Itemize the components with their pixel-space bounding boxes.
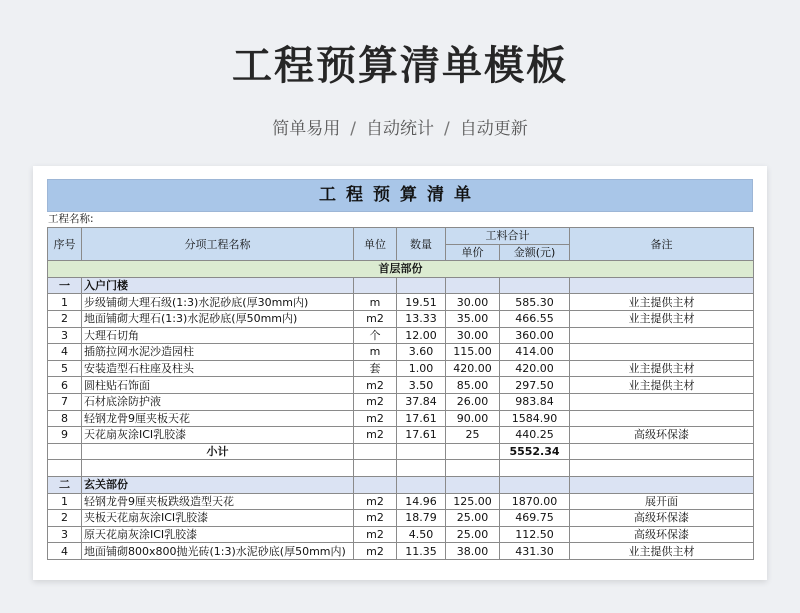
empty-cell — [570, 460, 754, 477]
table-row — [48, 427, 754, 444]
table-row — [48, 543, 754, 560]
row-index: 6 — [48, 377, 82, 394]
row-unit-price: 30.00 — [446, 294, 500, 311]
row-unit-price: 38.00 — [446, 543, 500, 560]
row-amount: 360.00 — [500, 327, 570, 344]
empty-cell — [446, 476, 500, 493]
empty-cell — [397, 476, 446, 493]
row-item-name: 石材底涂防护液 — [82, 393, 354, 410]
section-title: 首层部份 — [48, 261, 754, 278]
table-row — [48, 310, 754, 327]
row-amount: 983.84 — [500, 393, 570, 410]
row-note: 业主提供主材 — [570, 310, 754, 327]
row-note — [570, 327, 754, 344]
row-item-name: 插筋拉网水泥沙造园柱 — [82, 344, 354, 361]
empty-cell — [500, 476, 570, 493]
row-quantity: 37.84 — [397, 393, 446, 410]
section-row — [48, 261, 754, 278]
row-index: 7 — [48, 393, 82, 410]
header-cost-group: 工料合计 — [446, 228, 570, 245]
header-note: 备注 — [570, 228, 754, 261]
row-note: 展开面 — [570, 493, 754, 510]
row-index: 5 — [48, 360, 82, 377]
row-note: 业主提供主材 — [570, 294, 754, 311]
row-unit-price: 25.00 — [446, 526, 500, 543]
row-unit: m2 — [354, 310, 397, 327]
row-item-name: 大理石切角 — [82, 327, 354, 344]
spreadsheet-preview-card — [33, 166, 767, 580]
group-name: 玄关部份 — [82, 476, 354, 493]
row-amount: 1870.00 — [500, 493, 570, 510]
row-unit: m2 — [354, 377, 397, 394]
row-amount: 469.75 — [500, 510, 570, 527]
row-item-name: 地面铺砌大理石(1:3)水泥砂底(厚50mm内) — [82, 310, 354, 327]
empty-cell — [446, 443, 500, 460]
row-note: 高级环保漆 — [570, 427, 754, 444]
row-unit-price: 115.00 — [446, 344, 500, 361]
row-unit-price: 30.00 — [446, 327, 500, 344]
row-amount: 1584.90 — [500, 410, 570, 427]
row-unit: 套 — [354, 360, 397, 377]
row-unit-price: 25.00 — [446, 510, 500, 527]
row-note: 高级环保漆 — [570, 526, 754, 543]
group-name: 入户门楼 — [82, 277, 354, 294]
row-index: 1 — [48, 493, 82, 510]
row-index: 2 — [48, 510, 82, 527]
table-row — [48, 526, 754, 543]
table-row — [48, 294, 754, 311]
row-unit-price: 125.00 — [446, 493, 500, 510]
row-note: 业主提供主材 — [570, 543, 754, 560]
row-index: 4 — [48, 543, 82, 560]
project-name-label: 工程名称: — [48, 213, 94, 225]
empty-cell — [354, 443, 397, 460]
row-amount: 112.50 — [500, 526, 570, 543]
subtitle-item: 简单易用 — [272, 119, 341, 139]
row-unit-price: 85.00 — [446, 377, 500, 394]
row-index: 4 — [48, 344, 82, 361]
row-unit: m2 — [354, 526, 397, 543]
subtotal-amount: 5552.34 — [500, 443, 570, 460]
table-row — [48, 493, 754, 510]
table-row — [48, 410, 754, 427]
row-amount: 414.00 — [500, 344, 570, 361]
subtotal-row — [48, 443, 754, 460]
empty-cell — [397, 277, 446, 294]
row-index: 9 — [48, 427, 82, 444]
row-quantity: 4.50 — [397, 526, 446, 543]
row-index: 8 — [48, 410, 82, 427]
row-note — [570, 393, 754, 410]
row-item-name: 原天花扇灰涂ICI乳胶漆 — [82, 526, 354, 543]
budget-table — [47, 227, 754, 560]
row-unit-price: 90.00 — [446, 410, 500, 427]
row-unit: m2 — [354, 543, 397, 560]
table-row — [48, 327, 754, 344]
table-row — [48, 344, 754, 361]
row-amount: 297.50 — [500, 377, 570, 394]
empty-cell — [48, 460, 82, 477]
row-unit: m2 — [354, 493, 397, 510]
group-header-row — [48, 277, 754, 294]
row-quantity: 13.33 — [397, 310, 446, 327]
row-amount: 440.25 — [500, 427, 570, 444]
subtitle-item: 自动更新 — [459, 119, 528, 139]
empty-cell — [500, 277, 570, 294]
row-unit: m2 — [354, 510, 397, 527]
row-amount: 466.55 — [500, 310, 570, 327]
header-unit: 单位 — [354, 228, 397, 261]
row-item-name: 地面铺砌800x800抛光砖(1:3)水泥砂底(厚50mm内) — [82, 543, 354, 560]
table-row — [48, 393, 754, 410]
row-note: 业主提供主材 — [570, 377, 754, 394]
row-quantity: 3.50 — [397, 377, 446, 394]
empty-cell — [48, 443, 82, 460]
row-quantity: 14.96 — [397, 493, 446, 510]
empty-cell — [570, 476, 754, 493]
row-note: 业主提供主材 — [570, 360, 754, 377]
subtotal-label: 小计 — [82, 443, 354, 460]
row-unit: m2 — [354, 427, 397, 444]
row-index: 2 — [48, 310, 82, 327]
header-amount: 金额(元) — [500, 244, 570, 261]
group-index: 二 — [48, 476, 82, 493]
row-unit: m — [354, 344, 397, 361]
row-unit: m2 — [354, 410, 397, 427]
group-index: 一 — [48, 277, 82, 294]
row-quantity: 3.60 — [397, 344, 446, 361]
row-quantity: 18.79 — [397, 510, 446, 527]
row-index: 3 — [48, 526, 82, 543]
row-unit-price: 35.00 — [446, 310, 500, 327]
row-unit-price: 420.00 — [446, 360, 500, 377]
table-row — [48, 360, 754, 377]
row-item-name: 夹板天花扇灰涂ICI乳胶漆 — [82, 510, 354, 527]
row-unit: m2 — [354, 393, 397, 410]
row-item-name: 安装造型石柱座及柱头 — [82, 360, 354, 377]
empty-cell — [446, 460, 500, 477]
empty-cell — [500, 460, 570, 477]
row-quantity: 1.00 — [397, 360, 446, 377]
subtitle-item: 自动统计 — [366, 119, 434, 139]
row-item-name: 轻钢龙骨9厘夹板天花 — [82, 410, 354, 427]
subtitle-separator: / — [350, 119, 356, 139]
page-title: 工程预算清单模板 — [232, 43, 568, 89]
row-amount: 585.30 — [500, 294, 570, 311]
blank-row — [48, 460, 754, 477]
row-amount: 420.00 — [500, 360, 570, 377]
header-item-name: 分项工程名称 — [82, 228, 354, 261]
budget-sheet — [47, 179, 753, 560]
row-quantity: 17.61 — [397, 427, 446, 444]
empty-cell — [354, 460, 397, 477]
table-row — [48, 377, 754, 394]
empty-cell — [82, 460, 354, 477]
row-unit-price: 26.00 — [446, 393, 500, 410]
empty-cell — [397, 443, 446, 460]
row-note — [570, 344, 754, 361]
empty-cell — [354, 476, 397, 493]
empty-cell — [446, 277, 500, 294]
row-item-name: 步级铺砌大理石级(1:3)水泥砂底(厚30mm内) — [82, 294, 354, 311]
row-quantity: 19.51 — [397, 294, 446, 311]
row-index: 1 — [48, 294, 82, 311]
empty-cell — [397, 460, 446, 477]
sheet-banner: 工程预算清单 — [47, 179, 753, 212]
empty-cell — [570, 277, 754, 294]
row-note — [570, 410, 754, 427]
row-unit: 个 — [354, 327, 397, 344]
header-unit-price: 单价 — [446, 244, 500, 261]
row-unit: m — [354, 294, 397, 311]
header-index: 序号 — [48, 228, 82, 261]
row-unit-price: 25 — [446, 427, 500, 444]
subtitle-separator: / — [444, 119, 450, 139]
row-quantity: 17.61 — [397, 410, 446, 427]
group-header-row — [48, 476, 754, 493]
row-item-name: 圆柱贴石饰面 — [82, 377, 354, 394]
row-item-name: 轻钢龙骨9厘夹板跌级造型天花 — [82, 493, 354, 510]
page-subtitle — [0, 114, 800, 139]
empty-cell — [570, 443, 754, 460]
row-item-name: 天花扇灰涂ICI乳胶漆 — [82, 427, 354, 444]
row-quantity: 11.35 — [397, 543, 446, 560]
empty-cell — [354, 277, 397, 294]
row-note: 高级环保漆 — [570, 510, 754, 527]
header-quantity: 数量 — [397, 228, 446, 261]
row-index: 3 — [48, 327, 82, 344]
row-amount: 431.30 — [500, 543, 570, 560]
row-quantity: 12.00 — [397, 327, 446, 344]
table-row — [48, 510, 754, 527]
